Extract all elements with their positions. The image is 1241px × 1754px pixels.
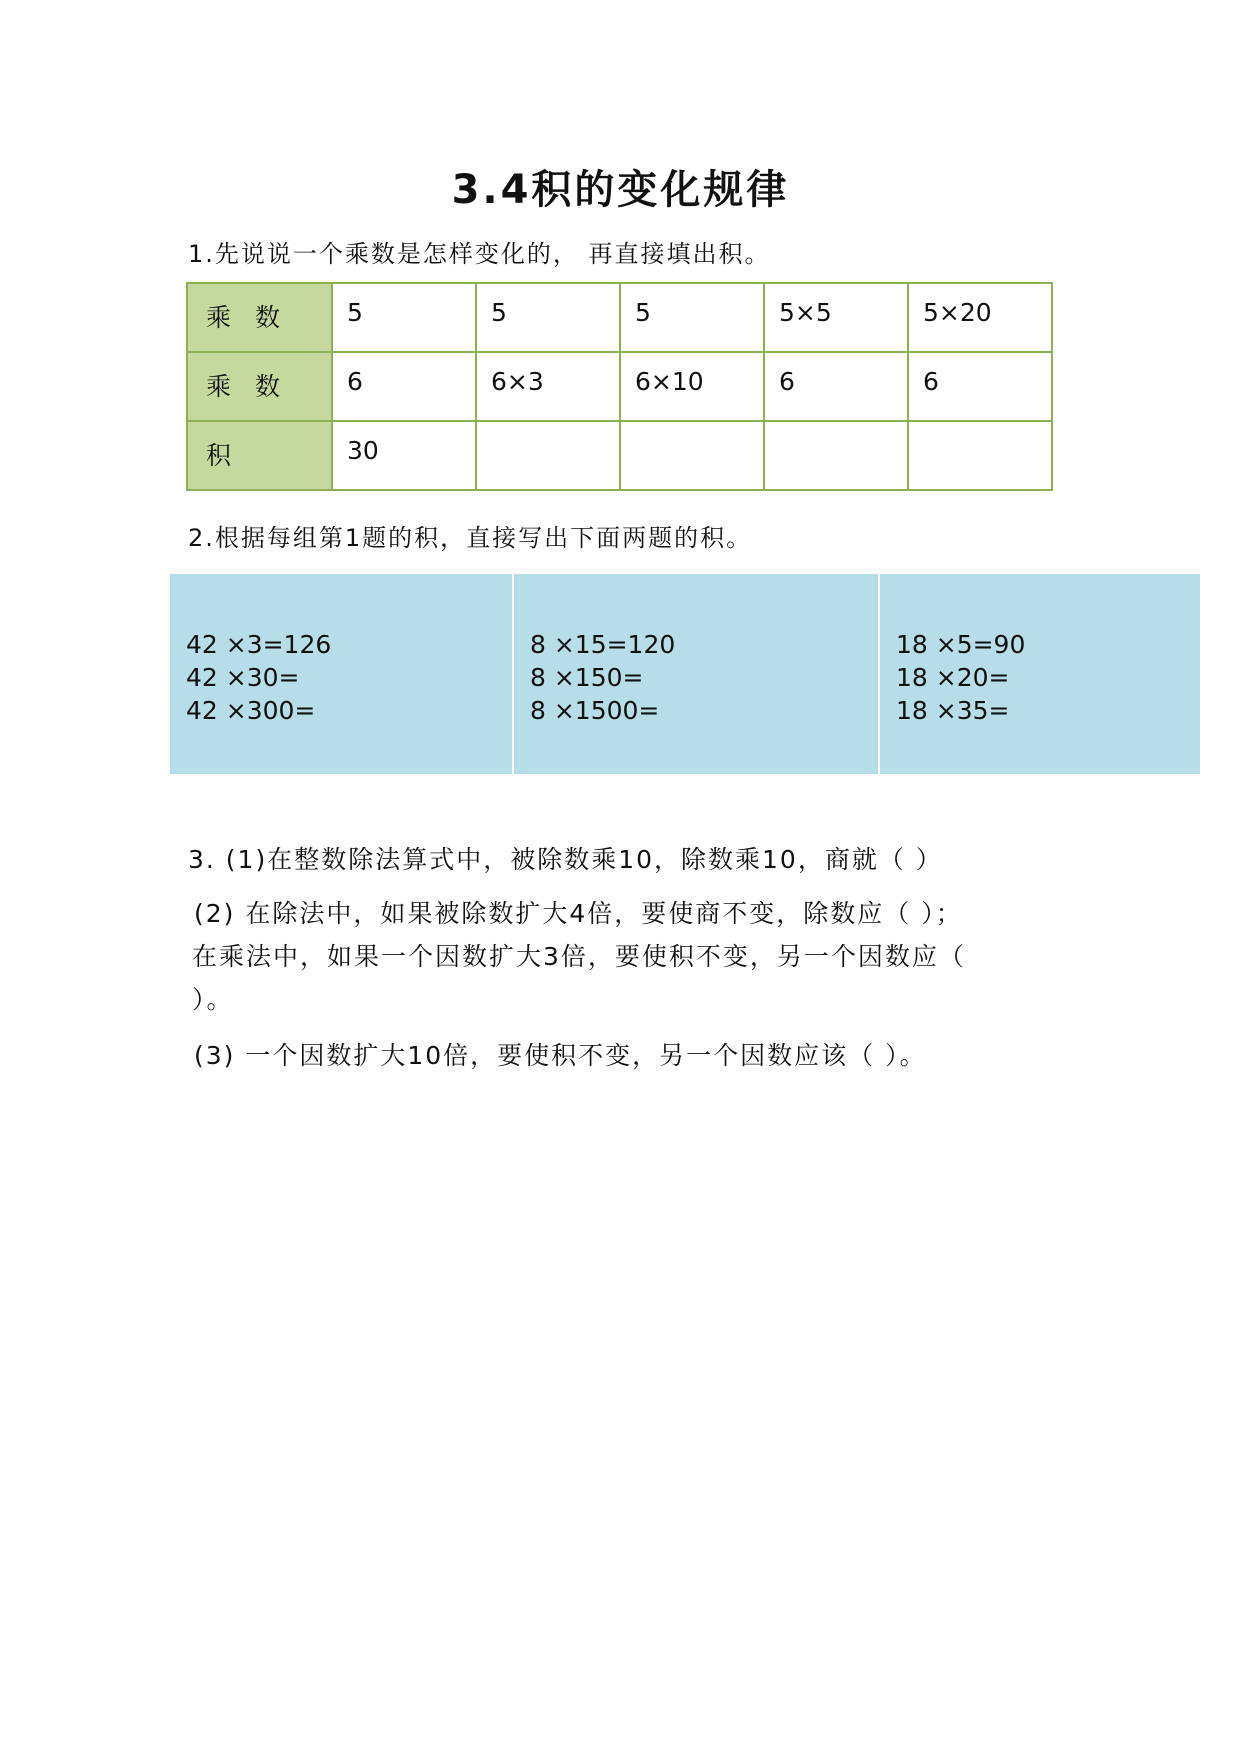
exercise-line: 8 ×15=120 <box>530 630 676 659</box>
question-3-part-2-end: ）。 <box>192 985 234 1014</box>
answer-cell <box>476 421 620 490</box>
table-cell: 6 <box>908 352 1052 421</box>
table-cell: 5×5 <box>764 283 908 352</box>
table-row <box>187 421 1052 490</box>
exercise-panel <box>170 574 1200 774</box>
table-cell: 6 <box>332 352 476 421</box>
question-3-part-3: (3) 一个因数扩大10倍，要使积不变，另一个因数应该（ ）。 <box>194 1041 927 1070</box>
table-cell: 6×3 <box>476 352 620 421</box>
question-3-part-2-cont: 在乘法中，如果一个因数扩大3倍，要使积不变，另一个因数应（ <box>192 942 966 971</box>
exercise-group <box>170 574 512 774</box>
table-cell: 6×10 <box>620 352 764 421</box>
question-1-prompt: 1.先说说一个乘数是怎样变化的， 再直接填出积。 <box>188 240 771 268</box>
table-row <box>187 283 1052 352</box>
multiplication-table <box>186 282 1053 491</box>
answer-cell <box>620 421 764 490</box>
table-cell: 5 <box>332 283 476 352</box>
exercise-line: 18 ×5=90 <box>896 630 1026 659</box>
answer-cell <box>764 421 908 490</box>
row-label: 乘 数 <box>187 283 332 352</box>
table-cell: 5 <box>476 283 620 352</box>
row-label: 乘 数 <box>187 352 332 421</box>
table-cell: 30 <box>332 421 476 490</box>
exercise-line: 18 ×20= <box>896 663 1010 692</box>
page-title: 3.4积的变化规律 <box>451 167 790 213</box>
exercise-line: 42 ×30= <box>186 663 300 692</box>
exercise-line: 42 ×300= <box>186 696 316 725</box>
exercise-line: 18 ×35= <box>896 696 1010 725</box>
table-cell: 5×20 <box>908 283 1052 352</box>
question-3-part-1: 3. (1)在整数除法算式中，被除数乘10，除数乘10，商就（ ） <box>188 845 943 874</box>
row-label: 积 <box>187 421 332 490</box>
table-cell: 5 <box>620 283 764 352</box>
answer-cell <box>908 421 1052 490</box>
exercise-group <box>878 574 1200 774</box>
exercise-group <box>512 574 878 774</box>
table-cell: 6 <box>764 352 908 421</box>
table-row <box>187 352 1052 421</box>
exercise-line: 8 ×150= <box>530 663 644 692</box>
exercise-line: 8 ×1500= <box>530 696 660 725</box>
question-3-part-2: (2) 在除法中，如果被除数扩大4倍，要使商不变，除数应（ ）； <box>194 899 963 928</box>
exercise-line: 42 ×3=126 <box>186 630 332 659</box>
question-2-prompt: 2.根据每组第1题的积，直接写出下面两题的积。 <box>188 524 753 552</box>
